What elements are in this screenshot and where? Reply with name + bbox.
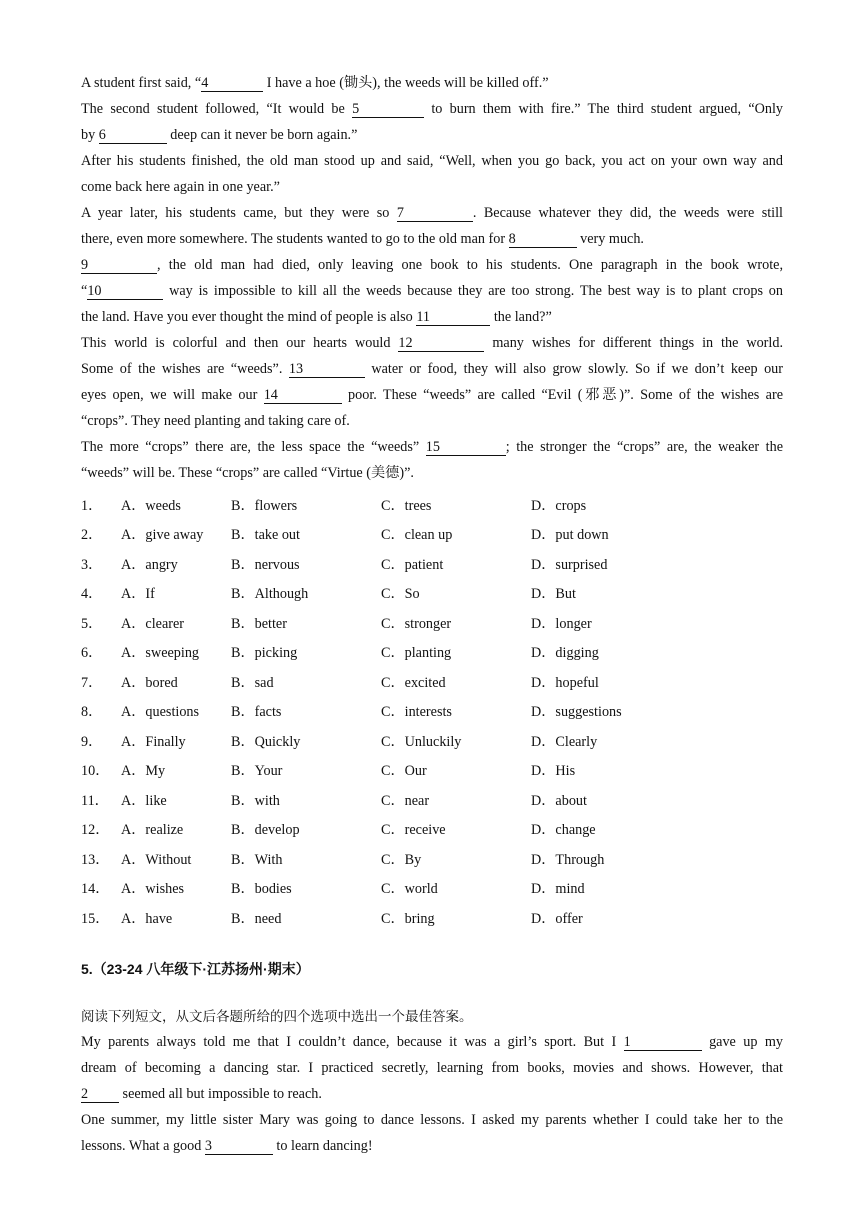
option-row <box>81 844 783 874</box>
text: Some of the wishes are “weeds”. <box>81 361 289 377</box>
option-row <box>81 520 783 550</box>
option-d[interactable]: D．But <box>531 586 576 603</box>
blank-2[interactable]: 2 <box>81 1086 119 1103</box>
option-row <box>81 874 783 904</box>
option-row <box>81 756 783 786</box>
option-b[interactable]: B．bodies <box>231 881 292 898</box>
option-d[interactable]: D．put down <box>531 527 609 544</box>
option-c[interactable]: C．interests <box>381 704 452 721</box>
option-c[interactable]: C．excited <box>381 674 446 691</box>
option-d[interactable]: D．Clearly <box>531 733 598 750</box>
option-c[interactable]: C．world <box>381 881 438 898</box>
option-row <box>81 549 783 579</box>
passage-paragraph <box>81 148 783 200</box>
blank-7[interactable]: 7 <box>397 205 473 222</box>
blank-14[interactable]: 14 <box>264 387 342 404</box>
question-number: 6． <box>81 645 103 662</box>
option-c[interactable]: C．By <box>381 851 422 868</box>
text: I have a hoe (锄头), the weeds will be killed off.” <box>263 75 549 91</box>
option-d[interactable]: D．longer <box>531 615 592 632</box>
option-d[interactable]: D．Through <box>531 851 605 868</box>
option-d[interactable]: D．offer <box>531 910 583 927</box>
option-b[interactable]: B．Although <box>231 586 309 603</box>
text: This world is colorful and then our hearts would <box>81 335 399 351</box>
option-b[interactable]: B．nervous <box>231 556 300 573</box>
blank-15[interactable]: 15 <box>426 439 506 456</box>
question-number: 15． <box>81 910 110 927</box>
blank-1[interactable]: 1 <box>624 1034 702 1051</box>
option-c[interactable]: C．near <box>381 792 430 809</box>
option-d[interactable]: D．hopeful <box>531 674 599 691</box>
text: My parents always told me that I couldn’t dance, because it was a girl’s sport. But I <box>81 1033 624 1050</box>
passage-paragraph <box>81 200 783 252</box>
text: seemed all but impossible to reach. <box>119 1085 322 1102</box>
question-number: 1． <box>81 497 103 514</box>
blank-3[interactable]: 3 <box>205 1138 273 1155</box>
option-d[interactable]: D．His <box>531 763 576 780</box>
text: The second student followed, “It would be <box>81 101 353 117</box>
blank-8[interactable]: 8 <box>509 231 577 248</box>
option-b[interactable]: B．develop <box>231 822 300 839</box>
option-b[interactable]: B．better <box>231 615 287 632</box>
option-a[interactable]: A．angry <box>121 556 178 573</box>
option-c[interactable]: C．stronger <box>381 615 452 632</box>
option-row <box>81 815 783 845</box>
question-number: 8． <box>81 704 103 721</box>
option-b[interactable]: B．Your <box>231 763 283 780</box>
question-number: 14． <box>81 881 110 898</box>
text: many wishes for different things in the world. <box>484 335 783 351</box>
blank-9[interactable]: 9 <box>81 257 157 274</box>
option-c[interactable]: C．receive <box>381 822 446 839</box>
text: “ <box>81 283 88 299</box>
option-row <box>81 697 783 727</box>
option-b[interactable]: B．need <box>231 910 282 927</box>
options-list <box>81 490 783 933</box>
section-title: 5.（23-24 八年级下·江苏扬州·期末） <box>81 960 310 977</box>
text: poor. These “weeds” are called “Evil (邪恶)”. Some of the wishes are <box>341 387 783 403</box>
text: lessons. What a good <box>81 1137 205 1154</box>
text: A student first said, “ <box>81 75 202 91</box>
option-d[interactable]: D．change <box>531 822 596 839</box>
option-c[interactable]: C．patient <box>381 556 444 573</box>
option-d[interactable]: D．crops <box>531 497 587 514</box>
text: very much. <box>576 231 644 247</box>
option-a[interactable]: A．Without <box>121 851 192 868</box>
blank-5[interactable]: 5 <box>352 101 424 118</box>
text: A year later, his students came, but they were so <box>81 205 397 221</box>
blank-10[interactable]: 10 <box>87 283 163 300</box>
text: One summer, my little sister Mary was going to dance lessons. I asked my parents whether I could take her to the <box>81 1111 783 1128</box>
text: , the old man had died, only leaving one book to his students. One paragraph in the book wrote, <box>157 257 783 273</box>
option-d[interactable]: D．suggestions <box>531 704 622 721</box>
option-row <box>81 608 783 638</box>
text: way is impossible to kill all the weeds because they are too strong. The best way is to plant crops on <box>163 283 783 299</box>
option-row <box>81 726 783 756</box>
option-a[interactable]: A．Finally <box>121 733 186 750</box>
question-number: 11． <box>81 792 109 809</box>
question-number: 4． <box>81 586 103 603</box>
option-a[interactable]: A．bored <box>121 674 178 691</box>
option-c[interactable]: C．clean up <box>381 527 453 544</box>
option-row <box>81 667 783 697</box>
option-row <box>81 785 783 815</box>
passage-paragraph <box>81 96 783 148</box>
option-c[interactable]: C．Our <box>381 763 427 780</box>
question-number: 12． <box>81 822 110 839</box>
option-b[interactable]: B．with <box>231 792 280 809</box>
option-a[interactable]: A．sweeping <box>121 645 200 662</box>
text: by <box>81 127 99 143</box>
option-row <box>81 579 783 609</box>
text: to burn them with fire.” The third student argued, “Only <box>424 101 783 117</box>
option-b[interactable]: B．take out <box>231 527 300 544</box>
option-a[interactable]: A．clearer <box>121 615 185 632</box>
text: After his students finished, the old man stood up and said, “Well, when you go back, you act on your own way and <box>81 153 783 169</box>
text: dream of becoming a dancing star. I practiced secretly, learning from books, movies and shows. However, that <box>81 1059 783 1076</box>
option-row <box>81 638 783 668</box>
option-d[interactable]: D．digging <box>531 645 599 662</box>
option-d[interactable]: D．surprised <box>531 556 608 573</box>
text: “crops”. They need planting and taking care of. <box>81 413 350 429</box>
text: come back here again in one year.” <box>81 179 280 195</box>
blank-13[interactable]: 13 <box>289 361 365 378</box>
question-number: 10． <box>81 763 110 780</box>
option-a[interactable]: A．weeds <box>121 497 181 514</box>
option-b[interactable]: B．picking <box>231 645 298 662</box>
option-a[interactable]: A．have <box>121 910 173 927</box>
passage-paragraph <box>81 70 783 96</box>
text: there, even more somewhere. The students wanted to go to the old man for <box>81 231 509 247</box>
question-number: 13． <box>81 851 110 868</box>
text: gave up my <box>701 1033 784 1050</box>
question-number: 2． <box>81 527 103 544</box>
option-a[interactable]: A．wishes <box>121 881 185 898</box>
question-number: 9． <box>81 733 103 750</box>
question-number: 3． <box>81 556 103 573</box>
passage-paragraph <box>81 1029 783 1107</box>
option-a[interactable]: A．questions <box>121 704 200 721</box>
text: water or food, they will also grow slowly. So if we don’t keep our <box>364 361 783 377</box>
option-b[interactable]: B．sad <box>231 674 274 691</box>
document-page <box>81 70 783 1159</box>
option-c[interactable]: C．So <box>381 586 420 603</box>
option-b[interactable]: B．facts <box>231 704 282 721</box>
blank-11[interactable]: 11 <box>416 309 490 326</box>
passage-paragraph <box>81 330 783 434</box>
option-a[interactable]: A．If <box>121 586 155 603</box>
option-d[interactable]: D．mind <box>531 881 585 898</box>
instructions: 阅读下列短文，从文后各题所给的四个选项中选出一个最佳答案。 <box>81 1008 473 1025</box>
text: ; the stronger the “crops” are, the weaker the <box>505 439 783 455</box>
option-a[interactable]: A．like <box>121 792 167 809</box>
option-b[interactable]: B．With <box>231 851 283 868</box>
blank-12[interactable]: 12 <box>398 335 484 352</box>
text: “weeds” will be. These “crops” are called “Virtue (美德)”. <box>81 465 414 481</box>
question-number: 5． <box>81 615 103 632</box>
question-number: 7． <box>81 674 103 691</box>
passage-paragraph <box>81 1107 783 1159</box>
option-b[interactable]: B．Quickly <box>231 733 301 750</box>
option-d[interactable]: D．about <box>531 792 587 809</box>
text: deep can it never be born again.” <box>166 127 358 143</box>
option-c[interactable]: C．trees <box>381 497 432 514</box>
option-a[interactable]: A．realize <box>121 822 184 839</box>
text: the land. Have you ever thought the mind of people is also <box>81 309 417 325</box>
text: eyes open, we will make our <box>81 387 264 403</box>
blank-4[interactable]: 4 <box>201 75 263 92</box>
option-c[interactable]: C．bring <box>381 910 435 927</box>
passage-paragraph <box>81 434 783 486</box>
text: to learn dancing! <box>272 1137 373 1154</box>
text: The more “crops” there are, the less space the “weeds” <box>81 439 426 455</box>
blank-6[interactable]: 6 <box>99 127 167 144</box>
option-row <box>81 490 783 520</box>
option-a[interactable]: A．My <box>121 763 166 780</box>
passage-paragraph <box>81 252 783 330</box>
text: the land?” <box>490 309 552 325</box>
option-a[interactable]: A．give away <box>121 527 204 544</box>
option-row <box>81 903 783 933</box>
option-c[interactable]: C．planting <box>381 645 452 662</box>
option-b[interactable]: B．flowers <box>231 497 298 514</box>
text: . Because whatever they did, the weeds were still <box>472 205 784 221</box>
option-c[interactable]: C．Unluckily <box>381 733 462 750</box>
